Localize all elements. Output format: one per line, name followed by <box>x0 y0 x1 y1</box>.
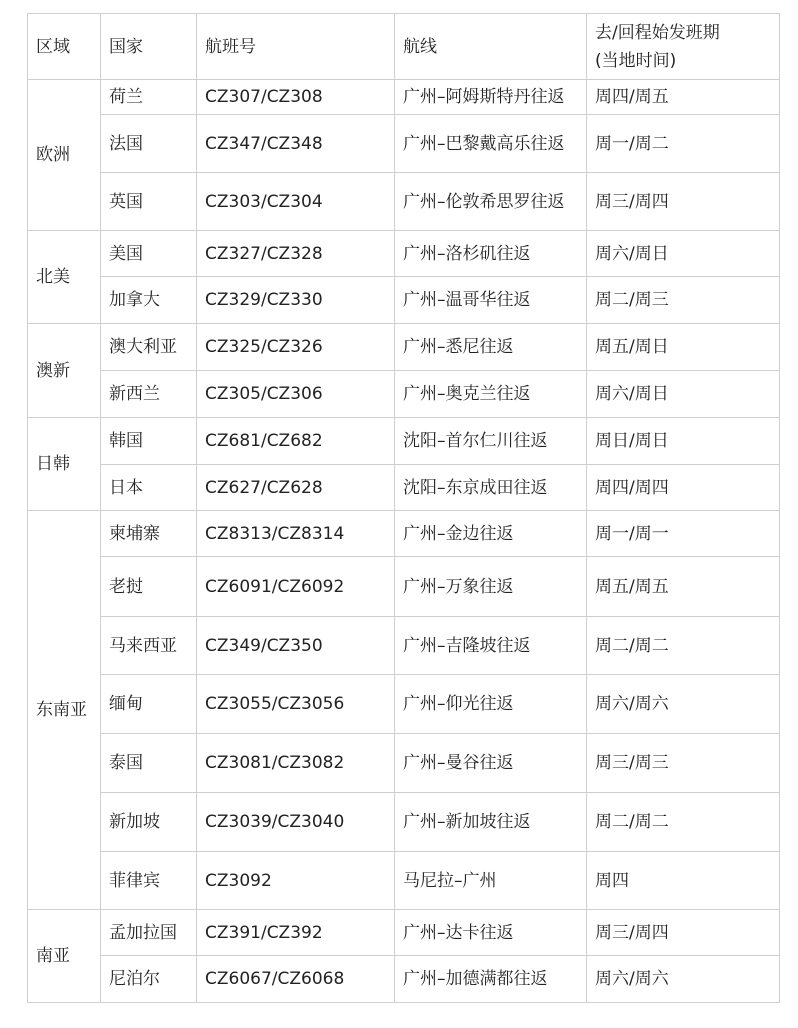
table-row <box>28 557 780 617</box>
flight-number-cell: CZ307/CZ308 <box>197 80 395 115</box>
flight-number-cell: CZ347/CZ348 <box>197 115 395 173</box>
route-cell: 广州–达卡往返 <box>395 910 587 956</box>
flight-number-cell: CZ305/CZ306 <box>197 371 395 418</box>
table-row <box>28 277 780 324</box>
route-cell: 广州–新加坡往返 <box>395 793 587 852</box>
table-row <box>28 80 780 115</box>
region-cell: 东南亚 <box>28 511 101 910</box>
route-cell: 广州–温哥华往返 <box>395 277 587 324</box>
schedule-cell: 周六/周六 <box>587 956 780 1003</box>
route-cell: 广州–仰光往返 <box>395 675 587 734</box>
header-schedule-line2: (当地时间) <box>595 50 677 71</box>
schedule-cell: 周五/周日 <box>587 324 780 371</box>
table-row <box>28 511 780 557</box>
table-row <box>28 956 780 1003</box>
flight-number-cell: CZ3092 <box>197 852 395 910</box>
flight-number-cell: CZ627/CZ628 <box>197 465 395 511</box>
country-cell: 缅甸 <box>101 675 197 734</box>
table-row <box>28 231 780 277</box>
route-cell: 广州–巴黎戴高乐往返 <box>395 115 587 173</box>
route-cell: 沈阳–首尔仁川往返 <box>395 418 587 465</box>
flight-number-cell: CZ329/CZ330 <box>197 277 395 324</box>
region-cell: 北美 <box>28 231 101 324</box>
schedule-cell: 周三/周四 <box>587 910 780 956</box>
route-cell: 广州–吉隆坡往返 <box>395 617 587 675</box>
region-cell: 欧洲 <box>28 80 101 231</box>
country-cell: 澳大利亚 <box>101 324 197 371</box>
country-cell: 美国 <box>101 231 197 277</box>
schedule-cell: 周六/周日 <box>587 231 780 277</box>
route-cell: 沈阳–东京成田往返 <box>395 465 587 511</box>
flight-number-cell: CZ3081/CZ3082 <box>197 734 395 793</box>
region-cell: 南亚 <box>28 910 101 1003</box>
flight-number-cell: CZ349/CZ350 <box>197 617 395 675</box>
flight-number-cell: CZ681/CZ682 <box>197 418 395 465</box>
country-cell: 日本 <box>101 465 197 511</box>
header-route: 航线 <box>395 14 587 80</box>
route-cell: 广州–伦敦希思罗往返 <box>395 173 587 231</box>
route-cell: 马尼拉–广州 <box>395 852 587 910</box>
country-cell: 泰国 <box>101 734 197 793</box>
table-row <box>28 115 780 173</box>
country-cell: 英国 <box>101 173 197 231</box>
schedule-cell: 周二/周二 <box>587 617 780 675</box>
schedule-cell: 周二/周二 <box>587 793 780 852</box>
schedule-cell: 周三/周三 <box>587 734 780 793</box>
country-cell: 菲律宾 <box>101 852 197 910</box>
flight-number-cell: CZ6067/CZ6068 <box>197 956 395 1003</box>
flight-number-cell: CZ391/CZ392 <box>197 910 395 956</box>
flight-number-cell: CZ325/CZ326 <box>197 324 395 371</box>
schedule-cell: 周一/周一 <box>587 511 780 557</box>
schedule-cell: 周六/周六 <box>587 675 780 734</box>
country-cell: 新加坡 <box>101 793 197 852</box>
schedule-cell: 周六/周日 <box>587 371 780 418</box>
route-cell: 广州–加德满都往返 <box>395 956 587 1003</box>
route-cell: 广州–万象往返 <box>395 557 587 617</box>
route-cell: 广州–曼谷往返 <box>395 734 587 793</box>
header-country: 国家 <box>101 14 197 80</box>
header-region: 区域 <box>28 14 101 80</box>
table-row <box>28 465 780 511</box>
flight-number-cell: CZ303/CZ304 <box>197 173 395 231</box>
table-row <box>28 371 780 418</box>
route-cell: 广州–奥克兰往返 <box>395 371 587 418</box>
table-body <box>28 80 780 1003</box>
country-cell: 柬埔寨 <box>101 511 197 557</box>
header-schedule <box>587 14 780 80</box>
country-cell: 法国 <box>101 115 197 173</box>
schedule-cell: 周四 <box>587 852 780 910</box>
schedule-cell: 周四/周四 <box>587 465 780 511</box>
table-row <box>28 852 780 910</box>
table-row <box>28 617 780 675</box>
region-cell: 日韩 <box>28 418 101 511</box>
header-schedule-line1: 去/回程始发班期 <box>595 22 720 43</box>
table-row <box>28 173 780 231</box>
table-row <box>28 675 780 734</box>
country-cell: 尼泊尔 <box>101 956 197 1003</box>
table-row <box>28 324 780 371</box>
schedule-cell: 周四/周五 <box>587 80 780 115</box>
route-cell: 广州–阿姆斯特丹往返 <box>395 80 587 115</box>
region-cell: 澳新 <box>28 324 101 418</box>
route-cell: 广州–悉尼往返 <box>395 324 587 371</box>
table-row <box>28 734 780 793</box>
flight-number-cell: CZ6091/CZ6092 <box>197 557 395 617</box>
country-cell: 孟加拉国 <box>101 910 197 956</box>
country-cell: 老挝 <box>101 557 197 617</box>
flight-number-cell: CZ3055/CZ3056 <box>197 675 395 734</box>
schedule-cell: 周日/周日 <box>587 418 780 465</box>
flight-number-cell: CZ3039/CZ3040 <box>197 793 395 852</box>
flight-schedule-table <box>27 13 780 1003</box>
schedule-cell: 周三/周四 <box>587 173 780 231</box>
schedule-cell: 周二/周三 <box>587 277 780 324</box>
table-row <box>28 418 780 465</box>
table-row <box>28 793 780 852</box>
schedule-cell: 周五/周五 <box>587 557 780 617</box>
country-cell: 韩国 <box>101 418 197 465</box>
route-cell: 广州–洛杉矶往返 <box>395 231 587 277</box>
route-cell: 广州–金边往返 <box>395 511 587 557</box>
flight-number-cell: CZ8313/CZ8314 <box>197 511 395 557</box>
header-row <box>28 14 780 80</box>
schedule-cell: 周一/周二 <box>587 115 780 173</box>
country-cell: 荷兰 <box>101 80 197 115</box>
country-cell: 加拿大 <box>101 277 197 324</box>
flight-number-cell: CZ327/CZ328 <box>197 231 395 277</box>
table-row <box>28 910 780 956</box>
country-cell: 新西兰 <box>101 371 197 418</box>
country-cell: 马来西亚 <box>101 617 197 675</box>
header-flight: 航班号 <box>197 14 395 80</box>
